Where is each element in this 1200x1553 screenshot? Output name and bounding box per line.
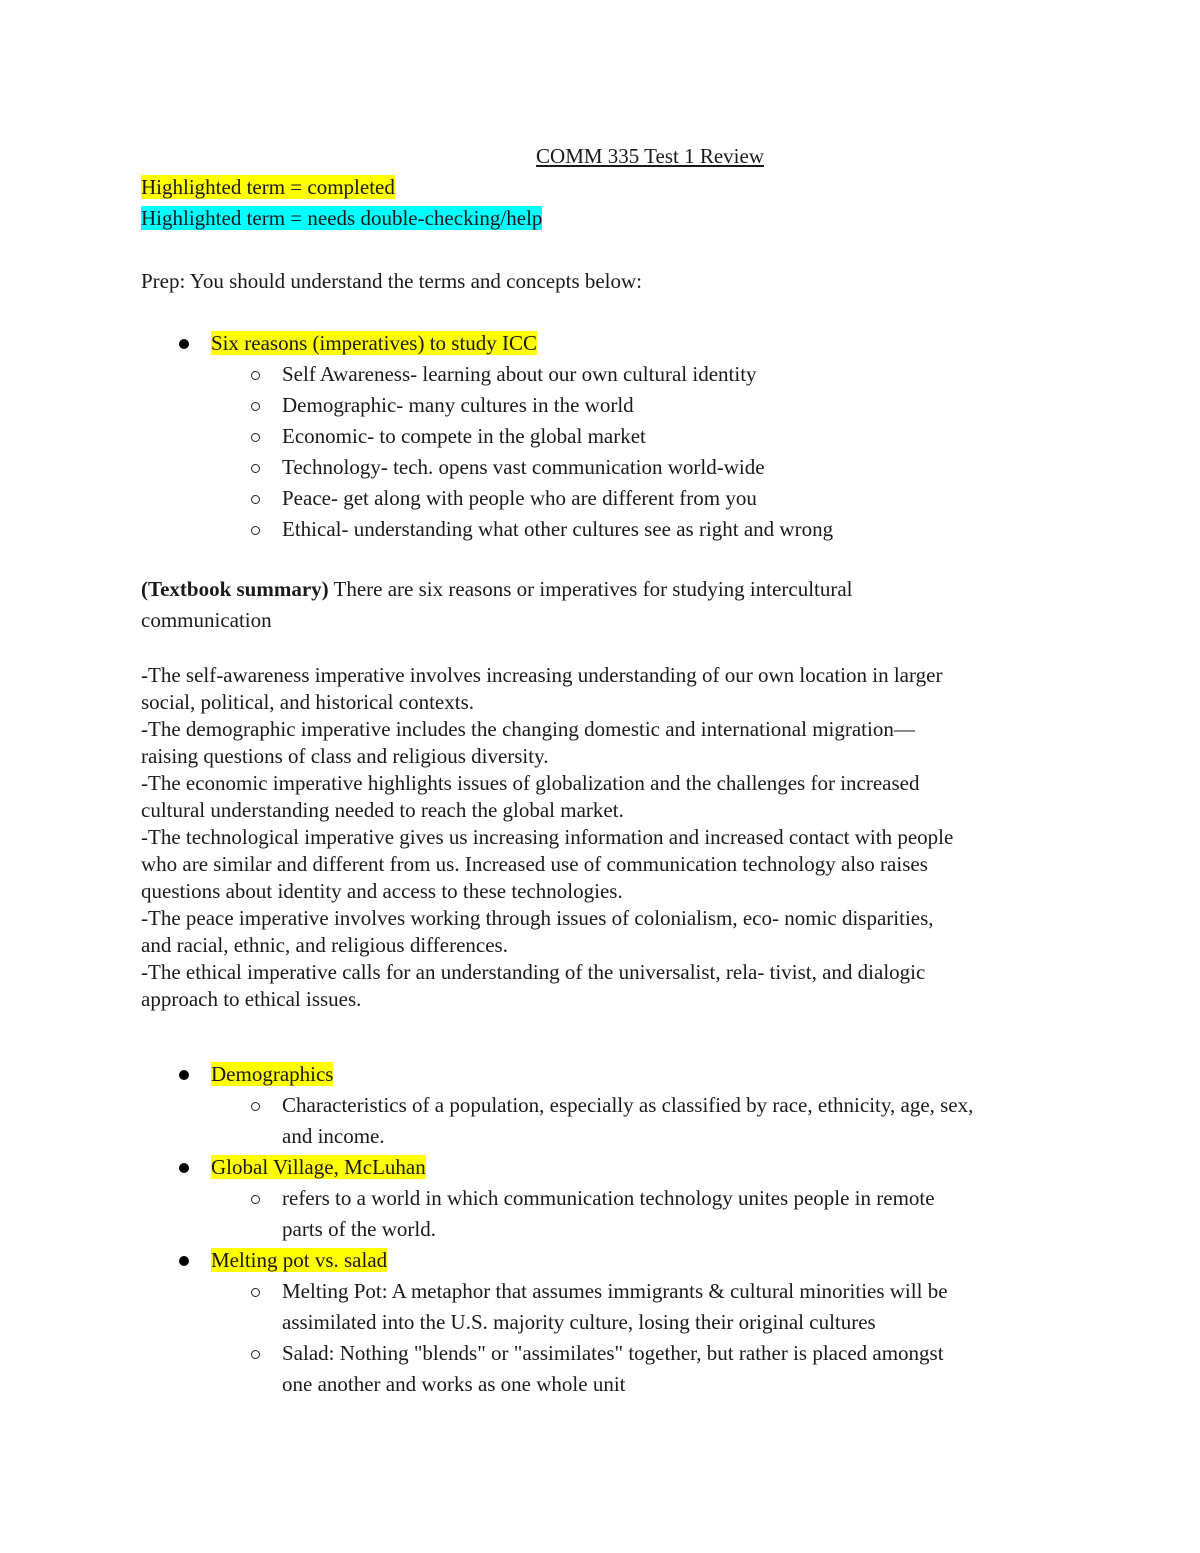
term-definition: refers to a world in which communication technology unites people in remote	[282, 1186, 935, 1210]
term-definition: and income.	[282, 1124, 385, 1148]
term-definition: Characteristics of a population, especially as classified by race, ethnicity, age, sex,	[282, 1093, 974, 1117]
term-definition: one another and works as one whole unit	[282, 1372, 626, 1396]
summary-line: and racial, ethnic, and religious differences.	[141, 933, 508, 957]
bullet-circle-icon	[251, 433, 260, 442]
bullet-circle-icon	[251, 464, 260, 473]
summary-line: -The demographic imperative includes the changing domestic and international migration—	[141, 717, 915, 741]
term-definition: Melting Pot: A metaphor that assumes immigrants & cultural minorities will be	[282, 1279, 948, 1303]
bullet-circle-icon	[251, 371, 260, 380]
term-definition: assimilated into the U.S. majority culture, losing their original cultures	[282, 1310, 876, 1334]
bullet-circle-icon	[251, 495, 260, 504]
term-heading-demographics: Demographics	[211, 1062, 334, 1086]
bullet-circle-icon	[251, 1102, 260, 1111]
bullet-circle-icon	[251, 1350, 260, 1359]
page-title: COMM 335 Test 1 Review	[536, 144, 764, 168]
summary-label: (Textbook summary)	[141, 577, 329, 601]
term-definition: parts of the world.	[282, 1217, 436, 1241]
term-heading-global-village: Global Village, McLuhan	[211, 1155, 426, 1179]
summary-line: -The economic imperative highlights issues of globalization and the challenges for increased	[141, 771, 920, 795]
bullet-dot-icon	[179, 339, 189, 349]
legend-completed: Highlighted term = completed	[141, 175, 395, 199]
summary-intro-line2: communication	[141, 608, 272, 632]
bullet-circle-icon	[251, 1195, 260, 1204]
term-heading-melting-pot: Melting pot vs. salad	[211, 1248, 388, 1272]
list-item: Self Awareness- learning about our own cultural identity	[282, 362, 757, 386]
summary-line: raising questions of class and religious diversity.	[141, 744, 549, 768]
list-item: Technology- tech. opens vast communication world-wide	[282, 455, 765, 479]
summary-line: cultural understanding needed to reach the global market.	[141, 798, 624, 822]
list-item: Peace- get along with people who are different from you	[282, 486, 757, 510]
summary-line: -The self-awareness imperative involves increasing understanding of our own location in larger	[141, 663, 943, 687]
list-item: Ethical- understanding what other cultures see as right and wrong	[282, 517, 834, 541]
legend-needs-help: Highlighted term = needs double-checking/help	[141, 206, 543, 230]
list-item: Demographic- many cultures in the world	[282, 393, 634, 417]
summary-line: -The ethical imperative calls for an understanding of the universalist, rela- tivist, and dialogic	[141, 960, 926, 984]
summary-line: social, political, and historical contexts.	[141, 690, 474, 714]
list-item: Economic- to compete in the global market	[282, 424, 646, 448]
summary-line: who are similar and different from us. Increased use of communication technology also raises	[141, 852, 928, 876]
summary-line: approach to ethical issues.	[141, 987, 362, 1011]
summary-line: -The technological imperative gives us increasing information and increased contact with people	[141, 825, 954, 849]
bullet-dot-icon	[179, 1163, 189, 1173]
summary-line: -The peace imperative involves working through issues of colonialism, eco- nomic disparities,	[141, 906, 934, 930]
bullet-dot-icon	[179, 1256, 189, 1266]
bullet-dot-icon	[179, 1070, 189, 1080]
prep-text: Prep: You should understand the terms and concepts below:	[141, 269, 643, 293]
bullet-circle-icon	[251, 402, 260, 411]
section-heading-imperatives: Six reasons (imperatives) to study ICC	[211, 331, 538, 355]
bullet-circle-icon	[251, 1288, 260, 1297]
bullet-circle-icon	[251, 526, 260, 535]
summary-intro: (Textbook summary) There are six reasons or imperatives for studying intercultural	[141, 577, 853, 601]
summary-line: questions about identity and access to these technologies.	[141, 879, 623, 903]
term-definition: Salad: Nothing "blends" or "assimilates" together, but rather is placed amongst	[282, 1341, 944, 1365]
